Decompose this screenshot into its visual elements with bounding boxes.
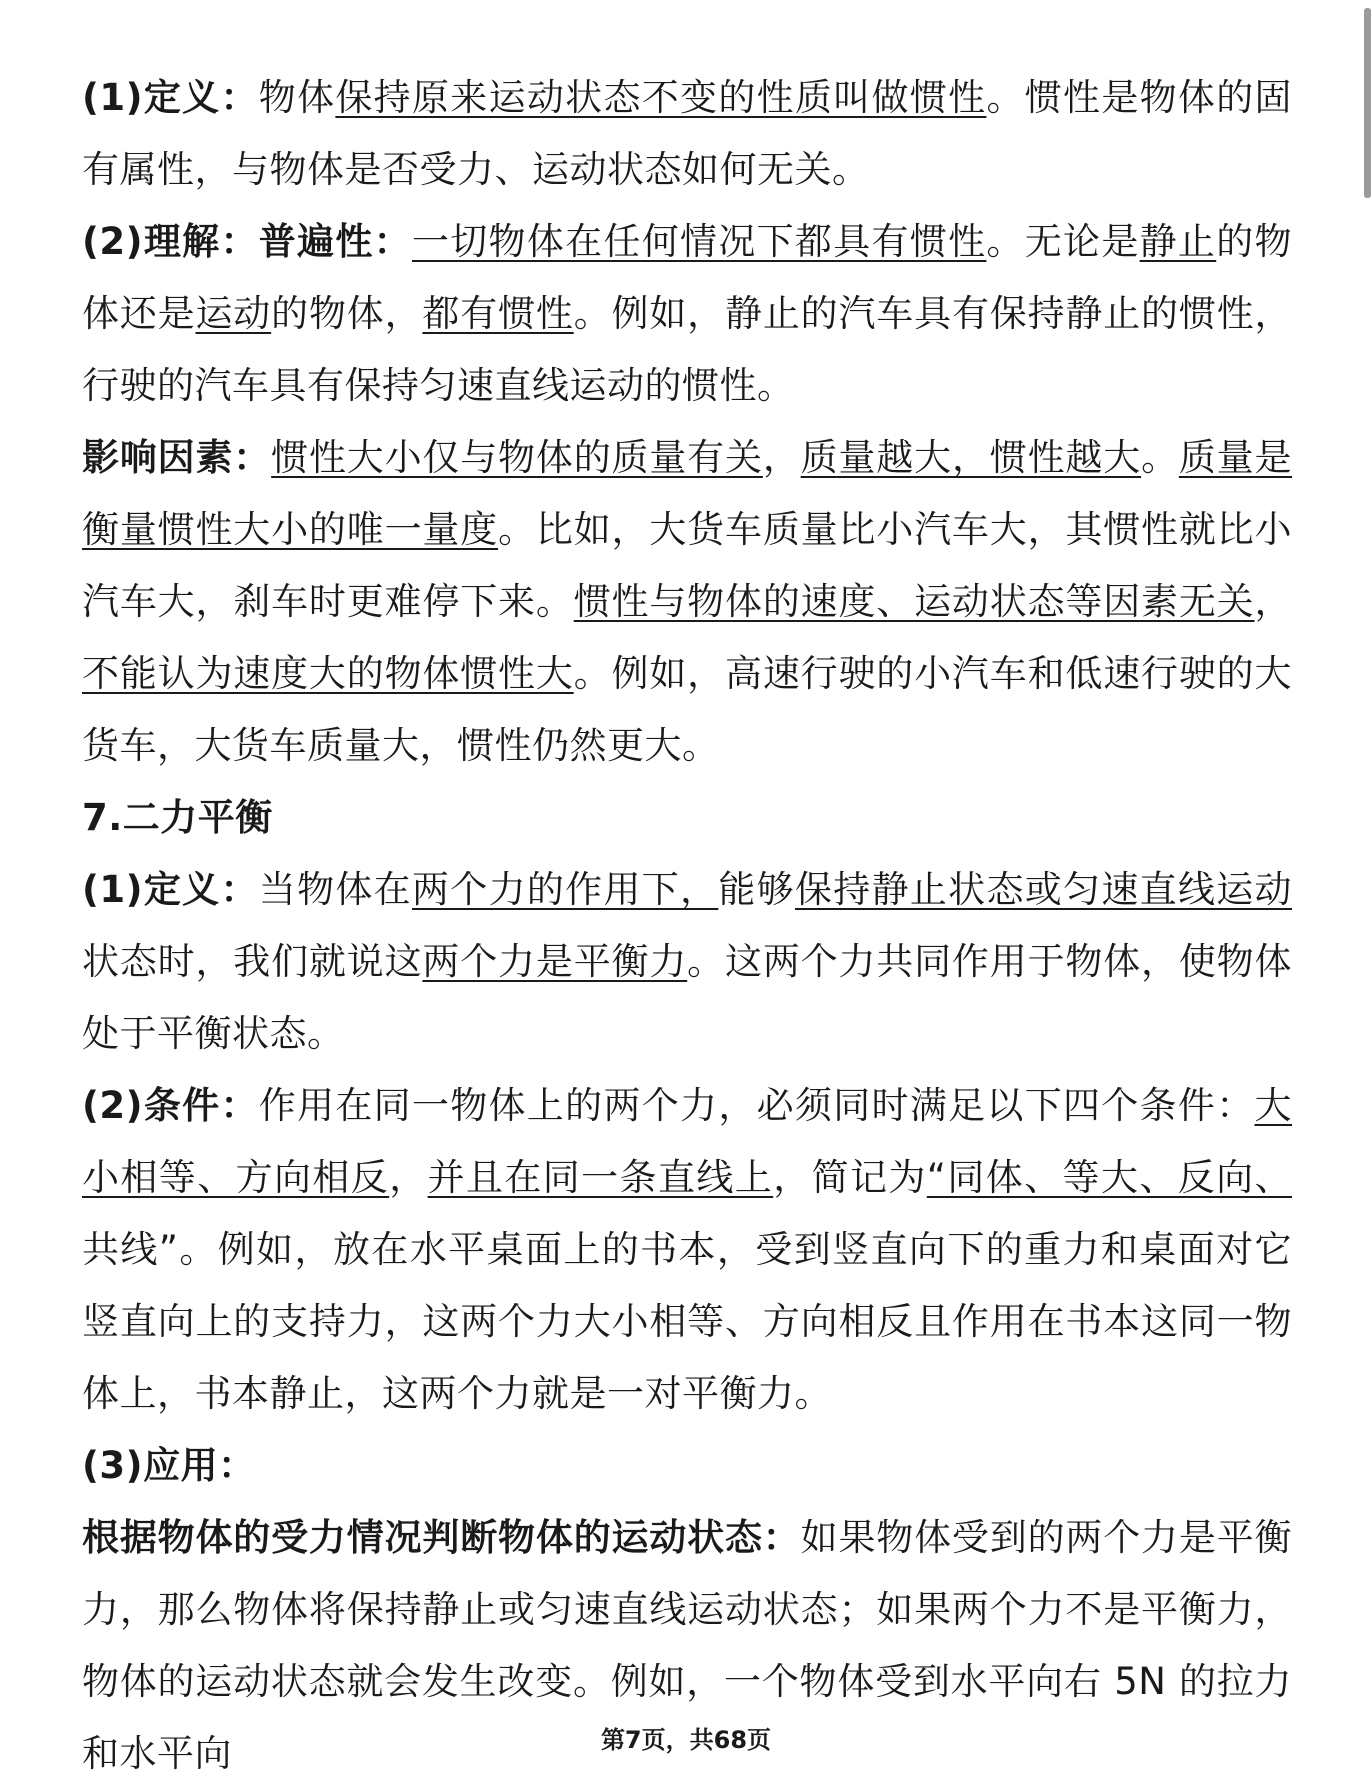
inertia-understanding: (2)理解：普遍性：一切物体在任何情况下都具有惯性。无论是静止的物体还是运动的物体，都有惯性。例如，静止的汽车具有保持静止的惯性，行驶的汽车具有保持匀速直线运动的惯性。 — [82, 220, 1293, 407]
underlined-text: 静止 — [1139, 220, 1217, 263]
underlined-text: 不能认为速度大的物体惯性大 — [82, 652, 574, 695]
underlined-text: 并且在同一条直线上 — [427, 1156, 774, 1199]
underlined-text: 保持原来运动状态不变的性质叫做惯性 — [335, 76, 987, 119]
underlined-text: 惯性与物体的速度、运动状态等因素无关 — [573, 580, 1255, 623]
balance-conditions: (2)条件：作用在同一物体上的两个力，必须同时满足以下四个条件：大小相等、方向相反，并且在同一条直线上，简记为“同体、等大、反向、共线”。例如，放在水平桌面上的书本，受到竖直向下的重力和桌面对它竖直向上的支持力，这两个力大小相等、方向相反且作用在书本这同一物体上，书本静止，这两个力就是一对平衡力。 — [82, 1084, 1293, 1415]
underlined-text: 一切物体在任何情况下都具有惯性 — [411, 220, 987, 263]
inertia-definition: (1)定义：物体保持原来运动状态不变的性质叫做惯性。惯性是物体的固有属性，与物体是否受力、运动状态如何无关。 — [82, 76, 1293, 191]
label-factors: 影响因素： — [82, 436, 272, 479]
label-conditions: (2)条件： — [82, 1084, 259, 1127]
page-number: 第7页，共68页 — [600, 1726, 772, 1754]
scrollbar[interactable] — [1362, 0, 1372, 1792]
inertia-factors: 影响因素：惯性大小仅与物体的质量有关，质量越大，惯性越大。质量是衡量惯性大小的唯一量度。比如，大货车质量比小汽车大，其惯性就比小汽车大，刹车时更难停下来。惯性与物体的速度、运动状态等因素无关，不能认为速度大的物体惯性大。例如，高速行驶的小汽车和低速行驶的大货车，大货车质量大，惯性仍然更大。 — [82, 436, 1293, 767]
underlined-text: 保持静止状态或匀速直线运动 — [794, 868, 1293, 911]
balance-definition: (1)定义：当物体在两个力的作用下，能够保持静止状态或匀速直线运动状态时，我们就说这两个力是平衡力。这两个力共同作用于物体，使物体处于平衡状态。 — [82, 868, 1293, 1055]
underlined-text: “同体、等大、反向、 — [926, 1156, 1293, 1199]
balance-application: 根据物体的受力情况判断物体的运动状态：如果物体受到的两个力是平衡力，那么物体将保持静止或匀速直线运动状态；如果两个力不是平衡力，物体的运动状态就会发生改变。例如，一个物体受到水平向右 5N 的拉力和水平向 — [82, 1516, 1293, 1775]
underlined-text: 两个力是平衡力 — [422, 940, 688, 983]
underlined-text: 运动 — [195, 292, 272, 335]
underlined-text: 惯性大小仅与物体的质量有关 — [271, 436, 763, 479]
label-judge-motion: 根据物体的受力情况判断物体的运动状态： — [82, 1516, 801, 1559]
underlined-text: 质量是衡量惯性大小的唯一量度 — [82, 436, 1293, 551]
underlined-text: 都有惯性 — [422, 292, 574, 335]
label-definition: (1)定义： — [82, 76, 259, 119]
label-application: (3)应用： — [82, 1444, 256, 1487]
underlined-text: 大小相等、方向相反 — [82, 1084, 1292, 1199]
label-understanding: (2)理解：普遍性： — [82, 220, 412, 263]
label-definition: (1)定义： — [82, 868, 259, 911]
underlined-text: 两个力的作用下， — [411, 868, 719, 911]
section-heading: 7.二力平衡 — [82, 796, 273, 839]
underlined-text: 质量越大，惯性越大 — [800, 436, 1142, 479]
document-content — [82, 62, 1292, 1790]
scrollbar-thumb[interactable] — [1364, 8, 1371, 198]
